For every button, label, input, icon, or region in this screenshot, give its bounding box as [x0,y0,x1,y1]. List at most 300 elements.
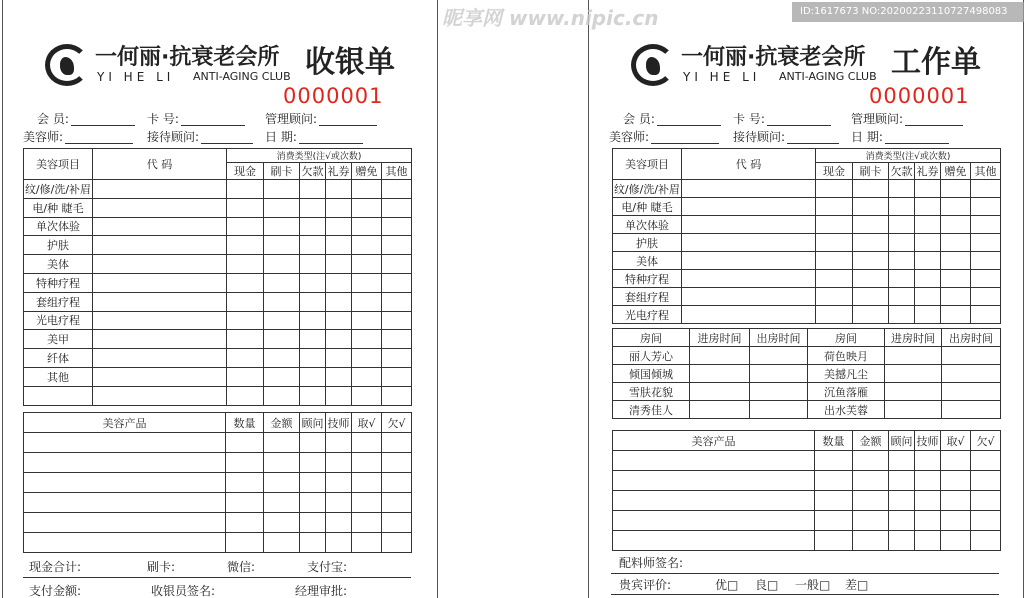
entry-cell[interactable] [941,288,971,306]
entry-cell[interactable] [326,311,352,330]
entry-cell[interactable] [382,513,412,533]
cashier-receipt [2,0,438,598]
entry-cell[interactable] [942,383,1001,401]
entry-cell[interactable] [613,451,815,471]
entry-cell[interactable] [889,180,915,198]
entry-cell[interactable] [942,347,1001,365]
entry-cell[interactable] [971,531,1001,551]
entry-cell[interactable] [971,198,1001,216]
rating-option[interactable]: 良□ [755,578,779,592]
entry-cell[interactable] [93,311,227,330]
entry-cell[interactable] [326,386,352,405]
entry-cell[interactable] [226,533,264,553]
product-table [23,412,412,553]
entry-cell[interactable] [352,386,382,405]
entry-cell[interactable] [352,236,382,255]
entry-cell[interactable] [326,453,352,473]
entry-cell[interactable] [889,491,915,511]
entry-cell[interactable] [889,511,915,531]
entry-cell[interactable] [326,198,352,217]
entry-cell[interactable] [300,311,326,330]
entry-cell[interactable] [93,349,227,368]
entry-cell[interactable] [352,311,382,330]
rating-option[interactable]: 优□ [715,578,739,592]
entry-cell[interactable] [915,288,941,306]
entry-cell[interactable] [382,386,412,405]
entry-cell[interactable] [227,273,264,292]
entry-cell[interactable] [300,180,326,199]
room-name: 清秀佳人 [613,401,690,419]
entry-cell[interactable] [889,270,915,288]
entry-cell[interactable] [226,493,264,513]
entry-cell[interactable] [352,255,382,274]
entry-cell[interactable] [613,511,815,531]
entry-cell[interactable] [941,306,971,324]
entry-cell[interactable] [941,216,971,234]
rating-option[interactable]: 一般□ [795,578,831,592]
entry-cell[interactable] [682,216,816,234]
entry-cell[interactable] [853,270,889,288]
entry-cell[interactable] [971,288,1001,306]
entry-cell[interactable] [750,383,808,401]
entry-cell[interactable] [853,288,889,306]
entry-cell[interactable] [326,255,352,274]
entry-cell[interactable] [941,234,971,252]
field-label: 美容师: [609,130,650,144]
entry-cell[interactable] [300,330,326,349]
field-input[interactable] [657,114,721,126]
entry-cell[interactable] [300,236,326,255]
entry-cell[interactable] [382,349,412,368]
entry-cell[interactable] [300,217,326,236]
entry-cell[interactable] [885,365,942,383]
entry-cell[interactable] [682,252,816,270]
entry-cell[interactable] [915,198,941,216]
field-input[interactable] [181,114,245,126]
entry-cell[interactable] [300,453,326,473]
table-row [613,288,1001,306]
entry-cell[interactable] [24,493,226,513]
entry-cell[interactable] [382,273,412,292]
entry-cell[interactable] [889,252,915,270]
entry-cell[interactable] [889,198,915,216]
entry-cell[interactable] [382,255,412,274]
entry-cell[interactable] [24,453,226,473]
entry-cell[interactable] [915,511,941,531]
logo-icon [631,44,675,86]
entry-cell[interactable] [300,493,326,513]
entry-cell[interactable] [915,531,941,551]
service-table [612,148,1001,324]
table-row [613,511,1001,531]
product-header: 美容产品 [613,431,815,451]
header-item: 美容项目 [24,149,93,180]
entry-cell[interactable] [264,273,300,292]
entry-cell[interactable] [889,471,915,491]
field-input[interactable] [71,114,135,126]
entry-cell[interactable] [300,292,326,311]
entry-cell[interactable] [326,236,352,255]
entry-cell[interactable] [326,217,352,236]
entry-cell[interactable] [889,288,915,306]
field-label: 卡 号: [147,112,179,126]
entry-cell[interactable] [300,533,326,553]
product-header: 欠√ [971,431,1001,451]
entry-cell[interactable] [889,234,915,252]
table-row [24,349,412,368]
entry-cell[interactable] [815,471,853,491]
entry-cell[interactable] [93,180,227,199]
entry-cell[interactable] [326,349,352,368]
entry-cell[interactable] [326,330,352,349]
entry-cell[interactable] [264,292,300,311]
entry-cell[interactable] [816,306,853,324]
entry-cell[interactable] [382,180,412,199]
entry-cell[interactable] [227,349,264,368]
entry-cell[interactable] [352,493,382,513]
entry-cell[interactable] [885,383,942,401]
entry-cell[interactable] [227,255,264,274]
field-label: 卡 号: [733,112,765,126]
entry-cell[interactable] [941,180,971,198]
field-input[interactable] [885,132,949,144]
entry-cell[interactable] [352,533,382,553]
entry-cell[interactable] [750,401,808,419]
entry-cell[interactable] [382,236,412,255]
entry-cell[interactable] [682,234,816,252]
entry-cell[interactable] [264,349,300,368]
entry-cell[interactable] [352,180,382,199]
entry-cell[interactable] [264,180,300,199]
entry-cell[interactable] [382,533,412,553]
entry-cell[interactable] [93,292,227,311]
entry-cell[interactable] [352,513,382,533]
entry-cell[interactable] [264,533,300,553]
entry-cell[interactable] [227,236,264,255]
entry-cell[interactable] [816,234,853,252]
entry-cell[interactable] [816,198,853,216]
entry-cell[interactable] [326,273,352,292]
entry-cell[interactable] [352,273,382,292]
rating-label: 贵宾评价: [619,578,672,592]
entry-cell[interactable] [853,198,889,216]
entry-cell[interactable] [226,473,264,493]
service-item: 特种疗程 [613,270,682,288]
entry-cell[interactable] [915,491,941,511]
entry-cell[interactable] [326,473,352,493]
room-name: 荷色映月 [808,347,885,365]
logo-icon [45,44,89,86]
entry-cell[interactable] [382,433,412,453]
entry-cell[interactable] [264,493,300,513]
entry-cell[interactable] [382,217,412,236]
entry-cell[interactable] [613,471,815,491]
entry-cell[interactable] [816,216,853,234]
entry-cell[interactable] [352,349,382,368]
entry-cell[interactable] [227,367,264,386]
entry-cell[interactable] [853,252,889,270]
entry-cell[interactable] [352,367,382,386]
entry-cell[interactable] [889,306,915,324]
entry-cell[interactable] [264,217,300,236]
footer-label: 收银员签名: [151,584,216,598]
table-row [24,453,412,473]
footer-label: 微信: [227,560,256,574]
entry-cell[interactable] [971,471,1001,491]
room-name: 美撼凡尘 [808,365,885,383]
product-header: 金额 [853,431,889,451]
entry-cell[interactable] [915,451,941,471]
entry-cell[interactable] [885,401,942,419]
entry-cell[interactable] [226,453,264,473]
service-item: 套组疗程 [613,288,682,306]
form-field [609,130,719,144]
entry-cell[interactable] [750,365,808,383]
entry-cell[interactable] [227,217,264,236]
service-item: 套组疗程 [24,292,93,311]
header-payment-type: 赠免 [941,163,971,180]
entry-cell[interactable] [971,234,1001,252]
entry-cell[interactable] [853,451,889,471]
entry-cell[interactable] [682,270,816,288]
entry-cell[interactable] [24,433,226,453]
entry-cell[interactable] [885,347,942,365]
entry-cell[interactable] [971,180,1001,198]
entry-cell[interactable] [889,531,915,551]
entry-cell[interactable] [326,367,352,386]
table-row [613,365,1001,383]
service-item: 光电疗程 [24,311,93,330]
field-input[interactable] [319,114,377,126]
entry-cell[interactable] [226,513,264,533]
service-table [23,148,412,406]
entry-cell[interactable] [300,386,326,405]
table-row [24,513,412,533]
entry-cell[interactable] [326,493,352,513]
service-item: 电/种 睫毛 [24,198,93,217]
entry-cell[interactable] [326,180,352,199]
entry-cell[interactable] [264,330,300,349]
entry-cell[interactable] [915,252,941,270]
entry-cell[interactable] [816,180,853,198]
entry-cell[interactable] [93,330,227,349]
entry-cell[interactable] [300,349,326,368]
entry-cell[interactable] [264,453,300,473]
entry-cell[interactable] [816,252,853,270]
entry-cell[interactable] [941,531,971,551]
entry-cell[interactable] [941,270,971,288]
entry-cell[interactable] [300,198,326,217]
entry-cell[interactable] [690,401,750,419]
entry-cell[interactable] [300,255,326,274]
entry-cell[interactable] [690,383,750,401]
entry-cell[interactable] [326,292,352,311]
entry-cell[interactable] [941,511,971,531]
entry-cell[interactable] [915,270,941,288]
entry-cell[interactable] [971,252,1001,270]
entry-cell[interactable] [93,273,227,292]
entry-cell[interactable] [750,347,808,365]
entry-cell[interactable] [815,491,853,511]
entry-cell[interactable] [690,365,750,383]
entry-cell[interactable] [816,270,853,288]
field-label: 管理顾问: [851,112,904,126]
entry-cell[interactable] [352,453,382,473]
entry-cell[interactable] [682,180,816,198]
header-payment-type: 现金 [227,163,264,180]
entry-cell[interactable] [24,513,226,533]
entry-cell[interactable] [942,401,1001,419]
product-header: 数量 [815,431,853,451]
product-header: 取√ [941,431,971,451]
entry-cell[interactable] [326,513,352,533]
entry-cell[interactable] [300,273,326,292]
entry-cell[interactable] [264,513,300,533]
entry-cell[interactable] [264,386,300,405]
table-row [613,234,1001,252]
footer-label: 支付金额: [29,584,82,598]
entry-cell[interactable] [971,491,1001,511]
field-input[interactable] [905,114,963,126]
form-field [23,130,133,144]
entry-cell[interactable] [352,433,382,453]
entry-cell[interactable] [853,491,889,511]
entry-cell[interactable] [264,198,300,217]
entry-cell[interactable] [971,306,1001,324]
entry-cell[interactable] [382,473,412,493]
entry-cell[interactable] [971,270,1001,288]
field-input[interactable] [299,132,363,144]
table-row [24,386,412,405]
entry-cell[interactable] [226,433,264,453]
entry-cell[interactable] [816,288,853,306]
header-code: 代 码 [93,149,227,180]
entry-cell[interactable] [24,473,226,493]
entry-cell[interactable] [382,367,412,386]
entry-cell[interactable] [227,330,264,349]
entry-cell[interactable] [352,292,382,311]
entry-cell[interactable] [853,511,889,531]
entry-cell[interactable] [300,433,326,453]
entry-cell[interactable] [382,198,412,217]
entry-cell[interactable] [682,198,816,216]
serial-number: 0000001 [869,84,970,108]
entry-cell[interactable] [815,511,853,531]
entry-cell[interactable] [853,180,889,198]
entry-cell[interactable] [93,386,227,405]
entry-cell[interactable] [613,491,815,511]
entry-cell[interactable] [853,216,889,234]
entry-cell[interactable] [93,198,227,217]
entry-cell[interactable] [382,493,412,513]
entry-cell[interactable] [915,234,941,252]
entry-cell[interactable] [889,216,915,234]
entry-cell[interactable] [941,252,971,270]
entry-cell[interactable] [853,306,889,324]
table-row [24,533,412,553]
field-input[interactable] [201,132,253,144]
entry-cell[interactable] [300,367,326,386]
entry-cell[interactable] [941,198,971,216]
entry-cell[interactable] [264,255,300,274]
entry-cell[interactable] [915,471,941,491]
entry-cell[interactable] [941,491,971,511]
entry-cell[interactable] [971,216,1001,234]
entry-cell[interactable] [382,292,412,311]
entry-cell[interactable] [93,236,227,255]
entry-cell[interactable] [352,198,382,217]
entry-cell[interactable] [264,433,300,453]
form-field [147,130,253,144]
entry-cell[interactable] [853,531,889,551]
entry-cell[interactable] [971,451,1001,471]
entry-cell[interactable] [227,180,264,199]
entry-cell[interactable] [690,347,750,365]
field-input[interactable] [787,132,839,144]
entry-cell[interactable] [93,217,227,236]
entry-cell[interactable] [264,236,300,255]
entry-cell[interactable] [352,330,382,349]
entry-cell[interactable] [382,453,412,473]
entry-cell[interactable] [941,451,971,471]
entry-cell[interactable] [815,451,853,471]
product-header: 数量 [226,413,264,433]
entry-cell[interactable] [352,217,382,236]
field-input[interactable] [65,132,133,144]
entry-cell[interactable] [227,198,264,217]
entry-cell[interactable] [613,531,815,551]
rating-option[interactable]: 差□ [845,578,869,592]
entry-cell[interactable] [300,473,326,493]
entry-cell[interactable] [227,311,264,330]
entry-cell[interactable] [93,367,227,386]
entry-cell[interactable] [227,292,264,311]
header-payment-type: 礼券 [915,163,941,180]
entry-cell[interactable] [941,471,971,491]
entry-cell[interactable] [24,533,226,553]
entry-cell[interactable] [853,471,889,491]
table-row [24,311,412,330]
entry-cell[interactable] [264,473,300,493]
entry-cell[interactable] [915,180,941,198]
entry-cell[interactable] [264,367,300,386]
entry-cell[interactable] [682,288,816,306]
field-input[interactable] [651,132,719,144]
header-payment-type: 欠款 [889,163,915,180]
form-field [265,112,377,126]
entry-cell[interactable] [853,234,889,252]
entry-cell[interactable] [326,533,352,553]
entry-cell[interactable] [382,330,412,349]
entry-cell[interactable] [915,216,941,234]
entry-cell[interactable] [264,311,300,330]
entry-cell[interactable] [93,255,227,274]
entry-cell[interactable] [682,306,816,324]
entry-cell[interactable] [915,306,941,324]
entry-cell[interactable] [942,365,1001,383]
entry-cell[interactable] [326,433,352,453]
entry-cell[interactable] [382,311,412,330]
entry-cell[interactable] [971,511,1001,531]
entry-cell[interactable] [300,513,326,533]
entry-cell[interactable] [227,386,264,405]
field-input[interactable] [767,114,831,126]
form-title: 工作单 [891,45,981,80]
table-row [613,149,1001,163]
entry-cell[interactable] [815,531,853,551]
entry-cell[interactable] [352,473,382,493]
entry-cell[interactable] [889,451,915,471]
